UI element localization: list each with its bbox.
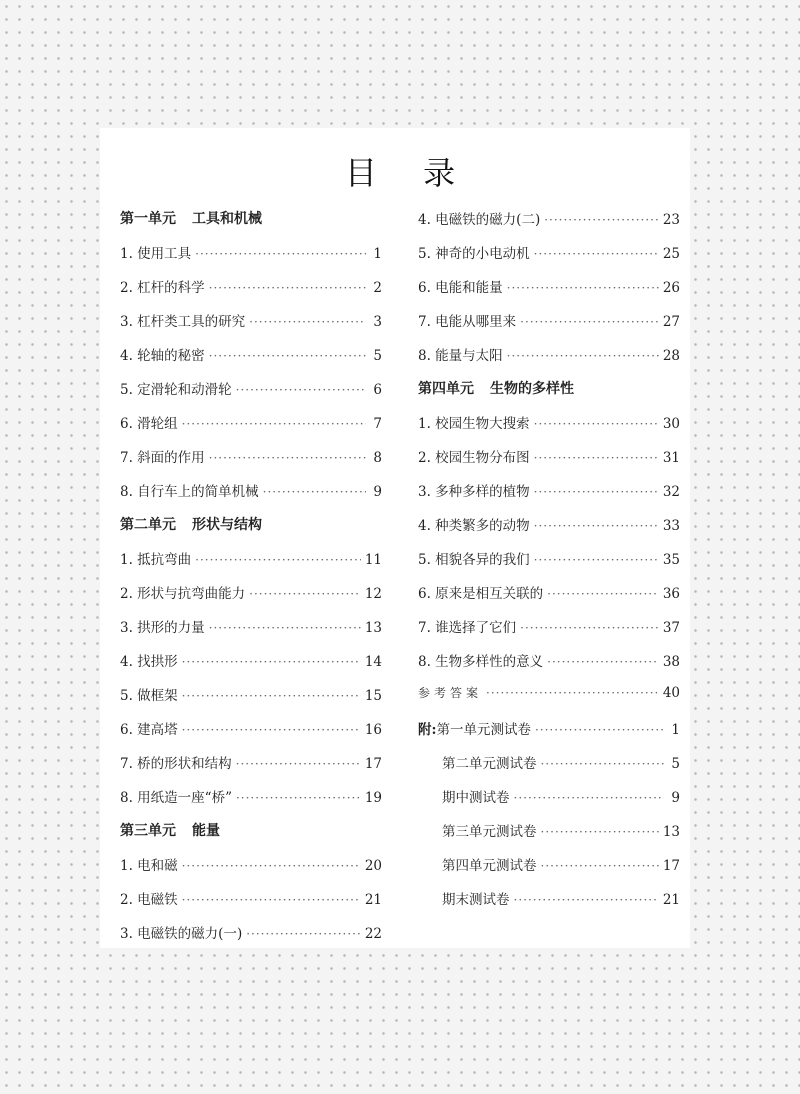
- unit-heading: [418, 378, 680, 412]
- leader-dots: [534, 451, 659, 465]
- leader-dots: [486, 686, 659, 700]
- entry-page: 8: [373, 450, 382, 466]
- entry-title: 第四单元测试卷: [442, 858, 537, 874]
- entry-page: 33: [662, 518, 680, 534]
- entry-page: 27: [662, 314, 680, 330]
- entry-page: 20: [364, 858, 382, 874]
- leader-dots: [534, 553, 659, 567]
- toc-entry[interactable]: [418, 242, 680, 276]
- unit-heading: [120, 208, 382, 242]
- leader-dots: [534, 417, 659, 431]
- toc-entry[interactable]: [418, 548, 680, 582]
- entry-page: 36: [662, 586, 680, 602]
- toc-entry[interactable]: [120, 344, 382, 378]
- entry-title: 期中测试卷: [442, 790, 510, 806]
- entry-title: 7. 谁选择了它们: [418, 620, 517, 636]
- leader-dots: [182, 723, 361, 737]
- leader-dots: [520, 621, 659, 635]
- entry-title: 期末测试卷: [442, 892, 510, 908]
- entry-title: 6. 电能和能量: [418, 280, 503, 296]
- appendix-prefix: 附:: [418, 722, 437, 738]
- toc-entry[interactable]: [418, 344, 680, 378]
- entry-page: 35: [662, 552, 680, 568]
- toc-entry[interactable]: [418, 208, 680, 242]
- toc-entry[interactable]: [120, 480, 382, 514]
- entry-title: 2. 电磁铁: [120, 892, 178, 908]
- leader-dots: [209, 281, 366, 295]
- toc-entry-appendix[interactable]: [418, 786, 680, 820]
- entry-page: 40: [662, 685, 680, 701]
- entry-page: 37: [662, 620, 680, 636]
- entry-title: 5. 定滑轮和动滑轮: [120, 382, 232, 398]
- entry-page: 16: [364, 722, 382, 738]
- entry-title: 第三单元测试卷: [442, 824, 537, 840]
- entry-title: 5. 相貌各异的我们: [418, 552, 530, 568]
- toc-entry[interactable]: [120, 684, 382, 718]
- entry-title: 6. 滑轮组: [120, 416, 178, 432]
- entry-title: 4. 轮轴的秘密: [120, 348, 205, 364]
- entry-title: 8. 生物多样性的意义: [418, 654, 544, 670]
- entry-title: 4. 电磁铁的磁力(二): [418, 212, 541, 228]
- toc-entry[interactable]: [120, 786, 382, 820]
- toc-entry[interactable]: [120, 378, 382, 412]
- entry-page: 1: [373, 246, 382, 262]
- toc-entry-appendix[interactable]: [418, 820, 680, 854]
- leader-dots: [507, 349, 659, 363]
- unit-label: 第四单元: [418, 381, 474, 397]
- toc-entry[interactable]: [120, 752, 382, 786]
- entry-page: 26: [662, 280, 680, 296]
- entry-title: 1. 校园生物大搜索: [418, 416, 530, 432]
- entry-page: 3: [373, 314, 382, 330]
- unit-label: 第二单元: [120, 517, 176, 533]
- toc-entry[interactable]: [418, 514, 680, 548]
- leader-dots: [547, 655, 659, 669]
- toc-entry[interactable]: [120, 922, 382, 956]
- leader-dots: [507, 281, 659, 295]
- entry-page: 21: [364, 892, 382, 908]
- entry-title: 3. 电磁铁的磁力(一): [120, 926, 243, 942]
- leader-dots: [534, 247, 659, 261]
- leader-dots: [534, 519, 659, 533]
- leader-dots: [236, 383, 366, 397]
- leader-dots: [195, 553, 361, 567]
- leader-dots: [544, 213, 659, 227]
- entry-page: 1: [671, 722, 680, 738]
- unit-name: 工具和机械: [192, 211, 262, 227]
- entry-title: 1. 抵抗弯曲: [120, 552, 192, 568]
- toc-entry[interactable]: [120, 310, 382, 344]
- toc-entry[interactable]: [418, 446, 680, 480]
- toc-entry[interactable]: [120, 276, 382, 310]
- toc-entry-appendix[interactable]: [418, 888, 680, 922]
- toc-entry[interactable]: [120, 446, 382, 480]
- toc-entry[interactable]: [418, 412, 680, 446]
- entry-title: 4. 种类繁多的动物: [418, 518, 530, 534]
- entry-title: 1. 使用工具: [120, 246, 192, 262]
- entry-title: 5. 做框架: [120, 688, 178, 704]
- entry-title: 7. 桥的形状和结构: [120, 756, 232, 772]
- leader-dots: [249, 315, 366, 329]
- entry-title: 7. 斜面的作用: [120, 450, 205, 466]
- toc-right-column: [418, 208, 680, 922]
- toc-entry[interactable]: [120, 718, 382, 752]
- leader-dots: [209, 621, 361, 635]
- leader-dots: [514, 791, 665, 805]
- entry-page: 21: [662, 892, 680, 908]
- leader-dots: [547, 587, 659, 601]
- toc-entry[interactable]: [418, 582, 680, 616]
- toc-entry-answers[interactable]: [418, 684, 680, 718]
- toc-entry[interactable]: [418, 616, 680, 650]
- entry-page: 25: [662, 246, 680, 262]
- leader-dots: [182, 859, 361, 873]
- entry-page: 17: [364, 756, 382, 772]
- leader-dots: [236, 757, 361, 771]
- toc-entry[interactable]: [120, 650, 382, 684]
- entry-title: 8. 用纸造一座“桥”: [120, 790, 232, 806]
- entry-title: 5. 神奇的小电动机: [418, 246, 530, 262]
- page-title: 目 录: [344, 154, 474, 192]
- entry-title: 3. 多种多样的植物: [418, 484, 530, 500]
- toc-entry[interactable]: [120, 412, 382, 446]
- entry-page: 5: [373, 348, 382, 364]
- entry-title: 6. 建高塔: [120, 722, 178, 738]
- entry-title: 第二单元测试卷: [442, 756, 537, 772]
- toc-entry[interactable]: [418, 276, 680, 310]
- leader-dots: [534, 485, 659, 499]
- toc-entry[interactable]: [418, 650, 680, 684]
- toc-entry[interactable]: [120, 616, 382, 650]
- entry-title: 8. 能量与太阳: [418, 348, 503, 364]
- entry-page: 6: [373, 382, 382, 398]
- entry-page: 12: [364, 586, 382, 602]
- entry-page: 15: [364, 688, 382, 704]
- leader-dots: [236, 791, 361, 805]
- toc-entry[interactable]: [120, 888, 382, 922]
- entry-page: 9: [671, 790, 680, 806]
- entry-title: 4. 找拱形: [120, 654, 178, 670]
- entry-title: 6. 原来是相互关联的: [418, 586, 544, 602]
- toc-entry[interactable]: [120, 854, 382, 888]
- entry-page: 30: [662, 416, 680, 432]
- entry-title: 1. 电和磁: [120, 858, 178, 874]
- leader-dots: [263, 485, 366, 499]
- leader-dots: [209, 349, 366, 363]
- toc-entry-appendix[interactable]: [418, 718, 680, 752]
- entry-page: 17: [662, 858, 680, 874]
- unit-name: 能量: [192, 823, 220, 839]
- toc-left-column: [120, 208, 382, 956]
- leader-dots: [541, 757, 665, 771]
- leader-dots: [246, 927, 361, 941]
- toc-entry[interactable]: [120, 242, 382, 276]
- leader-dots: [182, 655, 361, 669]
- unit-heading: [120, 514, 382, 548]
- entry-title: 2. 杠杆的科学: [120, 280, 205, 296]
- leader-dots: [514, 893, 659, 907]
- unit-label: 第一单元: [120, 211, 176, 227]
- entry-title: 第一单元测试卷: [436, 722, 531, 738]
- toc-entry[interactable]: [120, 548, 382, 582]
- entry-title: 3. 拱形的力量: [120, 620, 205, 636]
- entry-title: 参考答案: [418, 686, 483, 700]
- entry-page: 11: [364, 552, 382, 568]
- entry-title: 2. 形状与抗弯曲能力: [120, 586, 246, 602]
- leader-dots: [195, 247, 366, 261]
- leader-dots: [182, 689, 361, 703]
- entry-title: 3. 杠杆类工具的研究: [120, 314, 246, 330]
- toc-entry-appendix[interactable]: [418, 854, 680, 888]
- entry-title: 8. 自行车上的简单机械: [120, 484, 259, 500]
- leader-dots: [249, 587, 361, 601]
- entry-page: 38: [662, 654, 680, 670]
- entry-page: 9: [373, 484, 382, 500]
- entry-page: 19: [364, 790, 382, 806]
- entry-page: 32: [662, 484, 680, 500]
- entry-page: 2: [373, 280, 382, 296]
- entry-page: 7: [373, 416, 382, 432]
- leader-dots: [520, 315, 659, 329]
- entry-page: 22: [364, 926, 382, 942]
- entry-page: 23: [662, 212, 680, 228]
- toc-entry-appendix[interactable]: [418, 752, 680, 786]
- entry-page: 28: [662, 348, 680, 364]
- leader-dots: [209, 451, 366, 465]
- unit-heading: [120, 820, 382, 854]
- leader-dots: [182, 893, 361, 907]
- entry-page: 14: [364, 654, 382, 670]
- unit-name: 生物的多样性: [490, 381, 574, 397]
- unit-label: 第三单元: [120, 823, 176, 839]
- leader-dots: [182, 417, 366, 431]
- entry-title: 2. 校园生物分布图: [418, 450, 530, 466]
- entry-page: 13: [662, 824, 680, 840]
- entry-title: 7. 电能从哪里来: [418, 314, 517, 330]
- leader-dots: [541, 859, 659, 873]
- entry-page: 13: [364, 620, 382, 636]
- entry-page: 31: [662, 450, 680, 466]
- leader-dots: [535, 723, 664, 737]
- toc-entry[interactable]: [418, 480, 680, 514]
- leader-dots: [541, 825, 659, 839]
- toc-entry[interactable]: [120, 582, 382, 616]
- unit-name: 形状与结构: [192, 517, 262, 533]
- entry-page: 5: [671, 756, 680, 772]
- toc-entry[interactable]: [418, 310, 680, 344]
